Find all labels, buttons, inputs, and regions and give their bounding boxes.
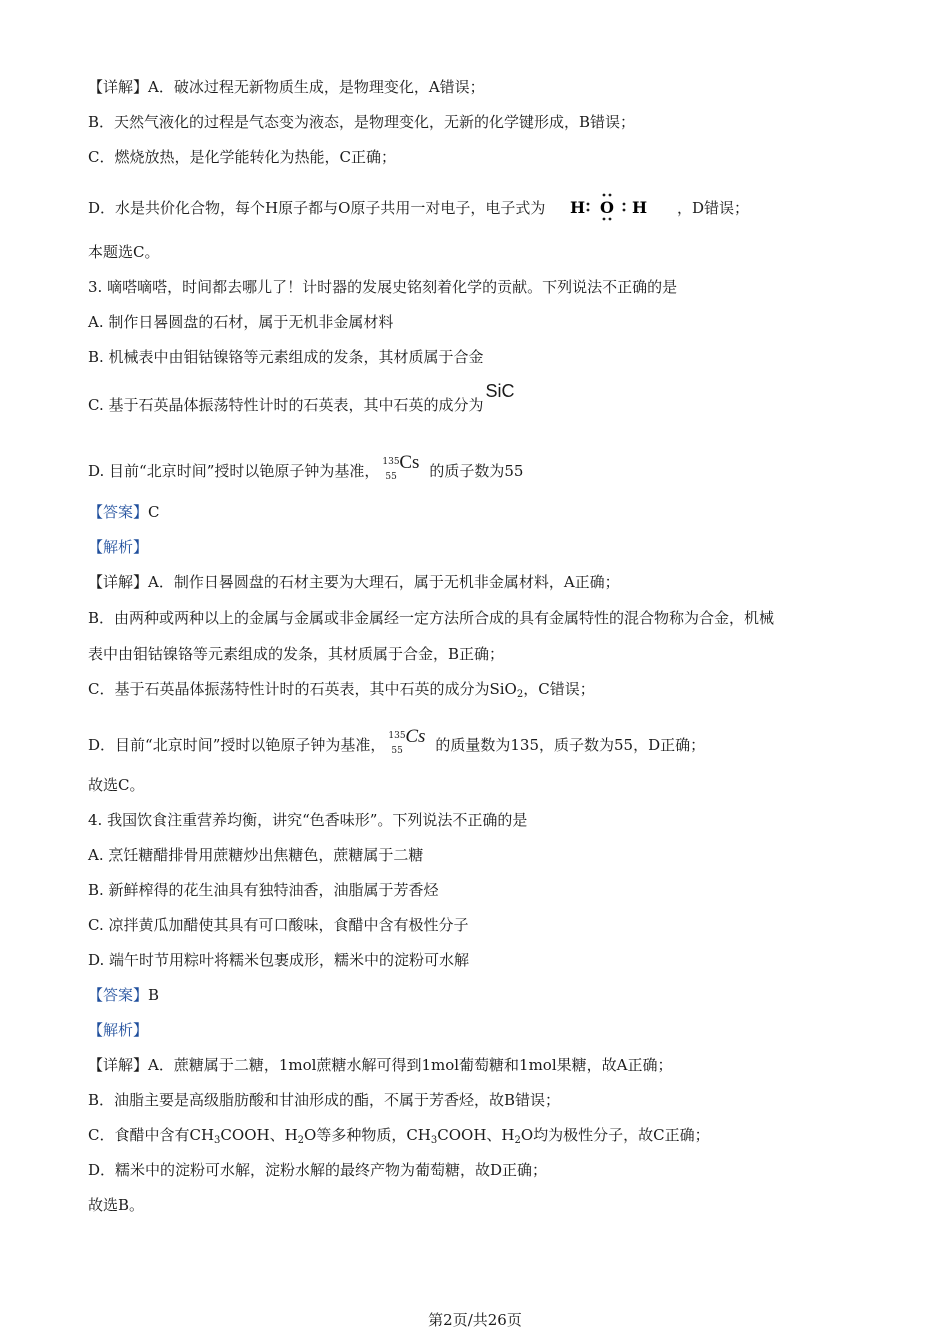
detail-tag: 【详解】 (88, 1056, 149, 1074)
answer-value: C (148, 503, 160, 521)
lewis-dot (609, 194, 612, 197)
cs-isotope-italic (388, 726, 432, 756)
q4-stem: 4. 我国饮食注重营养均衡，讲究“色香味形”。下列说法不正确的是 (88, 811, 528, 829)
q4-detail-c-part: O均为极性分子，故C正确； (520, 1126, 710, 1144)
q4-detail-a-text: A．蔗糖属于二糖，1mol蔗糖水解可得到1mol葡萄糖和1mol果糖，故A正确； (148, 1056, 673, 1074)
sic-formula: SiC (485, 381, 515, 401)
q3-detail-d (88, 726, 705, 756)
q4-answer (88, 985, 159, 1005)
q3-option-d-text: D. 目前“北京时间”授时以铯原子钟为基准， (88, 462, 380, 480)
subscript: 2 (514, 1135, 521, 1146)
q3-detail-b-line2: 表中由钼钴镍铬等元素组成的发条，其材质属于合金，B正确； (88, 645, 505, 663)
q4-option-b: B. 新鲜榨得的花生油具有独特油香，油脂属于芳香烃 (88, 881, 439, 899)
lewis-dot (587, 209, 590, 212)
lewis-right-atom: H (632, 198, 648, 217)
cs-isotope (382, 452, 426, 482)
q2-detail-b: B．天然气液化的过程是气态变为液态，是物理变化，无新的化学键形成，B错误； (88, 113, 636, 131)
q3-analysis-heading (88, 537, 148, 557)
q2-detail-a-text: A．破冰过程无新物质生成，是物理变化，A错误； (148, 78, 485, 96)
q2-conclusion: 本题选C。 (88, 243, 160, 261)
lewis-dot (587, 203, 590, 206)
page-footer: 第2页/共26页 (428, 1311, 522, 1329)
q4-detail-c-part: COOH、H (220, 1126, 298, 1144)
water-lewis-structure (556, 193, 666, 223)
analysis-tag: 【解析】 (88, 538, 149, 556)
q4-option-d: D. 端午时节用粽叶将糯米包裹成形，糯米中的淀粉可水解 (88, 951, 470, 969)
q3-detail-c-end: ，C错误； (523, 680, 595, 698)
q4-detail-a (88, 1055, 672, 1075)
q3-option-d (88, 452, 523, 482)
q3-stem: 3. 嘀嗒嘀嗒，时间都去哪儿了！计时器的发展史铭刻着化学的贡献。下列说法不正确的是 (88, 278, 678, 296)
subscript: 3 (430, 1135, 438, 1146)
q4-detail-b: B．油脂主要是高级脂肪酸和甘油形成的酯，不属于芳香烃，故B错误； (88, 1091, 561, 1109)
q2-detail-d-text: D．水是共价化合物，每个H原子都与O原子共用一对电子，电子式为 (88, 199, 546, 217)
q4-detail-c-part: COOH、H (437, 1126, 515, 1144)
q4-detail-c-part: O等多种物质，CH (304, 1126, 431, 1144)
q3-option-c-text: C. 基于石英晶体振荡特性计时的石英表，其中石英的成分为 (88, 396, 484, 414)
q4-conclusion: 故选B。 (88, 1196, 145, 1214)
q3-detail-a (88, 572, 620, 592)
q3-detail-c-text: C．基于石英晶体振荡特性计时的石英表，其中石英的成分为SiO (88, 680, 517, 698)
answer-tag: 【答案】 (88, 503, 149, 521)
detail-tag: 【详解】 (88, 78, 149, 96)
lewis-dot (623, 203, 626, 206)
q2-detail-d (88, 193, 749, 223)
q4-analysis-heading (88, 1020, 148, 1040)
q4-option-a: A. 烹饪糖醋排骨用蔗糖炒出焦糖色，蔗糖属于二糖 (88, 846, 424, 864)
subscript: 2 (297, 1135, 305, 1146)
answer-tag: 【答案】 (88, 986, 149, 1004)
q2-detail-c: C．燃烧放热，是化学能转化为热能，C正确； (88, 148, 396, 166)
q4-detail-d: D．糯米中的淀粉可水解，淀粉水解的最终产物为葡萄糖，故D正确； (88, 1161, 548, 1179)
isotope-symbol: Cs (399, 452, 420, 473)
q4-detail-c (88, 1125, 710, 1151)
q3-detail-d-text: D．目前“北京时间”授时以铯原子钟为基准， (88, 736, 386, 754)
q4-option-c: C. 凉拌黄瓜加醋使其具有可口酸味，食醋中含有极性分子 (88, 916, 469, 934)
q3-answer (88, 502, 160, 522)
q3-option-d-end: 的质子数为55 (429, 462, 524, 480)
lewis-dot (603, 194, 606, 197)
subscript: 2 (516, 689, 524, 700)
q3-conclusion: 故选C。 (88, 776, 145, 794)
q3-option-a: A. 制作日晷圆盘的石材，属于无机非金属材料 (88, 313, 394, 331)
q4-detail-c-part: C．食醋中含有CH (88, 1126, 215, 1144)
isotope-atomic-number: 55 (385, 472, 397, 482)
lewis-dot (609, 218, 612, 221)
q2-detail-a (88, 77, 485, 97)
detail-tag: 【详解】 (88, 573, 149, 591)
q3-option-b: B. 机械表中由钼钴镍铬等元素组成的发条，其材质属于合金 (88, 348, 484, 366)
q2-detail-d-end: ，D错误； (676, 199, 750, 217)
subscript: 3 (214, 1135, 221, 1146)
q3-detail-a-text: A．制作日晷圆盘的石材主要为大理石，属于无机非金属材料，A正确； (148, 573, 620, 591)
lewis-left-atom: H (570, 198, 586, 217)
q3-detail-b-line1: B．由两种或两种以上的金属与金属或非金属经一定方法所合成的具有金属特性的混合物称为合金，机械 (88, 609, 775, 627)
isotope-symbol: Cs (405, 726, 426, 747)
isotope-atomic-number: 55 (391, 746, 403, 756)
lewis-dot (603, 218, 606, 221)
answer-value: B (148, 986, 160, 1004)
isotope-mass-number: 135 (388, 731, 406, 741)
lewis-dot (623, 209, 626, 212)
q3-option-c (88, 381, 515, 415)
analysis-tag: 【解析】 (88, 1021, 149, 1039)
q3-detail-c (88, 679, 595, 705)
lewis-center-atom: O (600, 198, 615, 217)
q3-detail-d-end: 的质量数为135，质子数为55，D正确； (435, 736, 706, 754)
isotope-mass-number: 135 (382, 457, 400, 467)
